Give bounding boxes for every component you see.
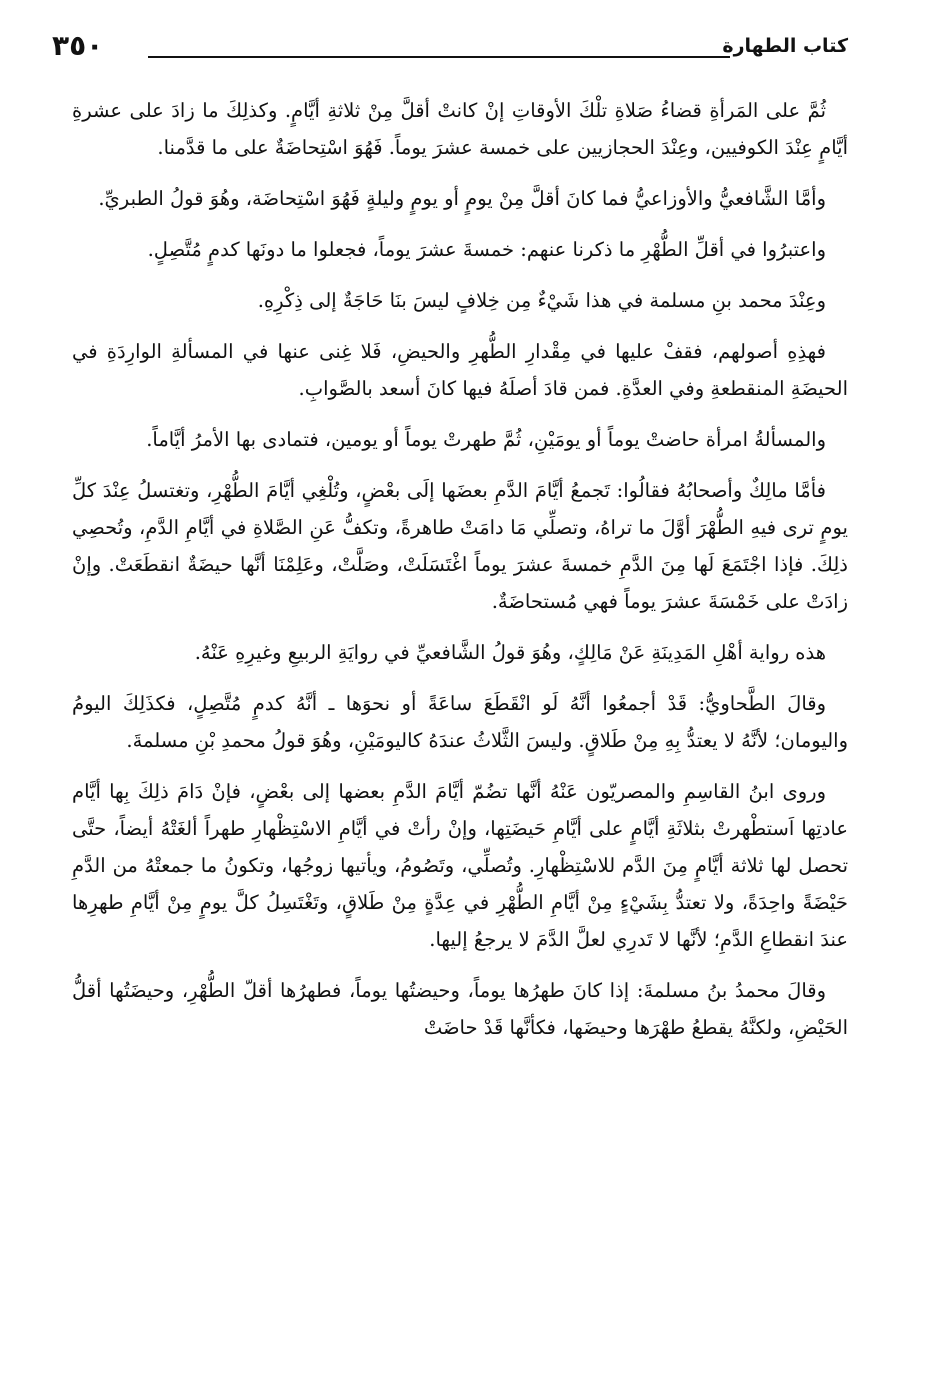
paragraph: وعِنْدَ محمد بنِ مسلمة في هذا شَيْءٌ مِن خِلافٍ ليسَ بنَا حَاجَةٌ إلى ذِكْرِهِ. (257, 289, 826, 312)
main-text (72, 92, 848, 1060)
header-rule (148, 56, 730, 58)
paragraph: وروى ابنُ القاسِمِ والمصريّون عَنْهُ أنَّها تضُمّ أيَّامَ الدَّمِ بعضها إلى بعْضٍ، فإنْ دَامَ ذلِكَ بِها أيَّام عادتِها اَستطْهرتْ بثلاثَةِ أيَّامٍ على أيَّامِ حَيضَتِها، وإنْ رأتْ في أيَّامِ الاسْتِظْهارِ طهراً ألغَتْهُ أيضاً، حتَّى تحصل لها ثلاثة أيَّامٍ مِنَ الدَّم للاسْتِظْهارِ. وتُصلِّي، وتَصُومُ، ويأتيها زوجُها، وتكونُ ما جمعتْهُ من الدَّمِ حَيْضَةً واحِدَةً، ولا تعتدُّ بِشَيْءٍ مِنْ أيَّامِ الطُّهْرِ في عِدَّةٍ مِنْ طَلاقٍ، وتَغْتَسِلُ كلَّ يومٍ مِنْ أيَّامِ طهرِها عندَ انقطاعِ الدَّمِ؛ لأنَّها لا تَدرِي لعلَّ الدَّمَ لا يرجعُ إليها. (72, 780, 848, 951)
paragraph: فأمَّا مالِكٌ وأصحابُهُ فقالُوا: تَجمعُ أيَّامَ الدَّمِ بعضَها إلَى بعْضٍ، وتُلْغِي أيَّامَ الطُّهْرِ، وتغتسلُ عِنْدَ كلِّ يومٍ ترى فيهِ الطُّهْرَ أوَّلَ ما تراهُ، وتصلِّي مَا دامَتْ طاهرةً، وتكفُّ عَنِ الصَّلاةِ في أيَّامِ الدَّمِ، وتُحصِي ذلِكَ. فإذا اجْتَمَعَ لَها مِنَ الدَّمِ خمسةَ عشرَ يوماً اغْتَسَلَتْ، وصَلَّتْ، وعَلِمْنَا أنَّها حيضَةٌ انقطَعَتْ. وإنْ زادَتْ على خَمْسَةَ عشرَ يوماً فهي مُستحاضَةٌ. (72, 479, 848, 613)
page-header (52, 30, 848, 70)
paragraph: وأمَّا الشَّافعيُّ والأوزاعيُّ فما كانَ أقلَّ مِنْ يومٍ أو يومٍ وليلةٍ فَهُوَ اسْتِحاضَة، وهُوَ قولُ الطبريِّ. (98, 187, 826, 210)
paragraph: ثُمَّ على المَرأةِ قضاءُ صَلاةِ تلْكَ الأوقاتِ إنْ كانتْ أقلَّ مِنْ ثلاثةِ أيَّامٍ. وكذلِكَ ما زادَ على عشرةِ أيَّامٍ عِنْدَ الكوفيين، وعِنْدَ الحجازيين على خمسة عشرَ يوماً. فَهُوَ اسْتِحاضَةٌ على ما قدَّمنا. (72, 99, 848, 159)
book-title: كتاب الطهارة (722, 35, 848, 57)
paragraph: فهذِهِ أصولهم، فقفْ عليها في مِقْدارِ الطُّهرِ والحيضِ، فَلا غِنى عنها في المسألةِ الوارِدَةِ في الحيضَةِ المنقطعةِ وفي العدَّةِ. فمن قادَ أصلَهُ فيها كانَ أسعد بالصَّوابِ. (72, 340, 848, 400)
paragraph: وقالَ الطَّحاويُّ: قَدْ أجمعُوا أنَّهُ لَو انْقَطَعَ ساعَةً أو نحوَها ـ أنَّهُ كدمٍ مُتَّصِلٍ، فكذَلِكَ اليومُ واليومان؛ لأنَّهُ لا يعتدُّ بِهِ مِنْ طَلاقٍ. وليسَ الثَّلاثُ عندَهُ كاليومَيْنِ، وهُوَ قولُ محمدِ بْنِ مسلمةَ. (72, 692, 848, 752)
paragraph: وقالَ محمدُ بنُ مسلمةَ: إذا كانَ طهرُها يوماً، وحيضتُها يوماً، فطهرُها أقلّ الطُّهْرِ، وحيضَتُها أقلُّ الحَيْضِ، ولكنَّهُ يقطعُ طهْرَها وحيضَها، فكأنَّها قَدْ حاضَتْ (72, 979, 848, 1039)
paragraph: واعتبرُوا في أقلِّ الطُّهْرِ ما ذكرنا عنهم: خمسةَ عشرَ يوماً، فجعلوا ما دونَها كدمٍ مُتَّصِلٍ. (147, 238, 826, 261)
paragraph: والمسألةُ امرأة حاضتْ يوماً أو يومَيْنِ، ثُمَّ طهرتْ يوماً أو يومين، فتمادى بها الأمرُ أيَّاماً. (146, 428, 826, 451)
page-number: ٣٥٠ (52, 29, 104, 62)
paragraph: هذه رواية أهْلِ المَدِينَةِ عَنْ مَالِكٍ، وهُوَ قولُ الشَّافعيِّ في روايَةِ الربيعِ وغيرِهِ عَنْهُ. (194, 641, 826, 664)
